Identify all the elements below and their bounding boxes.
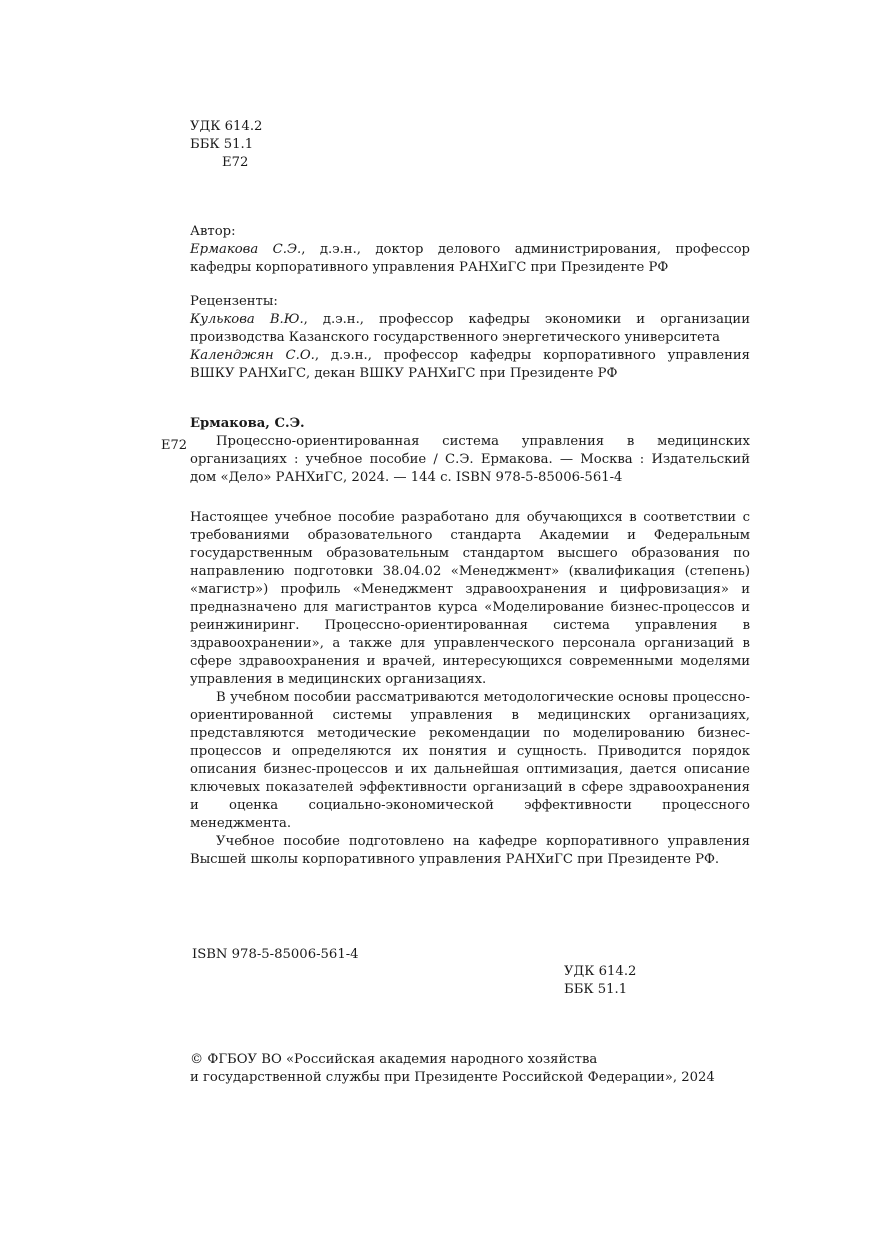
classification-codes-bottom <box>564 963 636 999</box>
annotation-paragraph: В учебном пособии рассматриваются методологические основы процессно-ориентированной системы управления в медицинских организациях, представляются методические рекомендации по моделированию бизнес-процессов и определяются их понятия и сущность. Приводится порядок описания бизнес-процессов и их дальнейшая оптимизация, дается описание ключевых показателей эффективности организаций в сфере здравоохранения и оценка социально-экономической эффективности процессного менеджмента. <box>190 690 750 831</box>
copyright <box>190 1051 750 1087</box>
reviewer-name: Календжян С.О. <box>190 348 315 363</box>
reviewer-entry <box>190 311 750 347</box>
annotation-paragraph: Настоящее учебное пособие разработано для обучающихся в соответствии с требованиями образовательного стандарта Академии и Федеральным государственным образовательным стандартом высшего образования по направлению подготовки 38.04.02 «Менеджмент» (квалификация (степень) «магистр») профиль «Менеджмент здравоохранения и цифровизация» и предназначено для магистрантов курса «Моделирование бизнес-процессов и реинжиниринг. Процессно-ориентированная система управления в здравоохранении», а также для управленческого персонала организаций в сфере здравоохранения и врачей, интересующихся современными моделями управления в медицинских организациях. <box>190 510 750 687</box>
author-entry <box>190 241 750 277</box>
citation-reference: Процессно-ориентированная система управления в медицинских организациях : учебное пособие / С.Э. Ермакова. — Москва : Издательский дом «Дело» РАНХиГС, 2024. — 144 с. ISBN 978-5-85006-561-4 <box>190 434 750 485</box>
udk-code: УДК 614.2 <box>564 964 637 979</box>
author-section <box>190 223 750 277</box>
annotation-paragraph: Учебное пособие подготовлено на кафедре корпоративного управления Высшей школы корпоративного управления РАНХиГС при Президенте РФ. <box>190 834 750 867</box>
bbk-code: ББК 51.1 <box>190 137 254 152</box>
reviewers-section <box>190 293 750 383</box>
author-heading: Автор: <box>190 224 236 239</box>
author-name: Ермакова С.Э. <box>190 242 302 257</box>
citation-author: Ермакова, С.Э. <box>190 416 305 431</box>
reviewer-name: Кулькова В.Ю. <box>190 312 304 327</box>
author-description: , д.э.н., доктор делового администрирования, профессор кафедры корпоративного управления РАНХиГС при Президенте РФ <box>190 242 750 275</box>
isbn: ISBN 978-5-85006-561-4 <box>192 947 359 962</box>
citation-margin-code: Е72 <box>161 438 188 453</box>
udk-code: УДК 614.2 <box>190 119 263 134</box>
reviewer-entry <box>190 347 750 383</box>
bibliographic-citation <box>190 415 750 487</box>
bbk-code: ББК 51.1 <box>564 982 628 997</box>
reviewer-description: , д.э.н., профессор кафедры корпоративного управления ВШКУ РАНХиГС, декан ВШКУ РАНХиГС при Президенте РФ <box>190 348 750 381</box>
classification-codes <box>190 118 262 172</box>
author-mark: Е72 <box>222 155 249 170</box>
reviewer-description: , д.э.н., профессор кафедры экономики и организации производства Казанского государственного энергетического университета <box>190 312 750 345</box>
copyright-line: © ФГБОУ ВО «Российская академия народного хозяйства <box>190 1052 598 1067</box>
reviewers-heading: Рецензенты: <box>190 294 278 309</box>
copyright-line: и государственной службы при Президенте Российской Федерации», 2024 <box>190 1070 715 1085</box>
annotation <box>190 509 750 869</box>
